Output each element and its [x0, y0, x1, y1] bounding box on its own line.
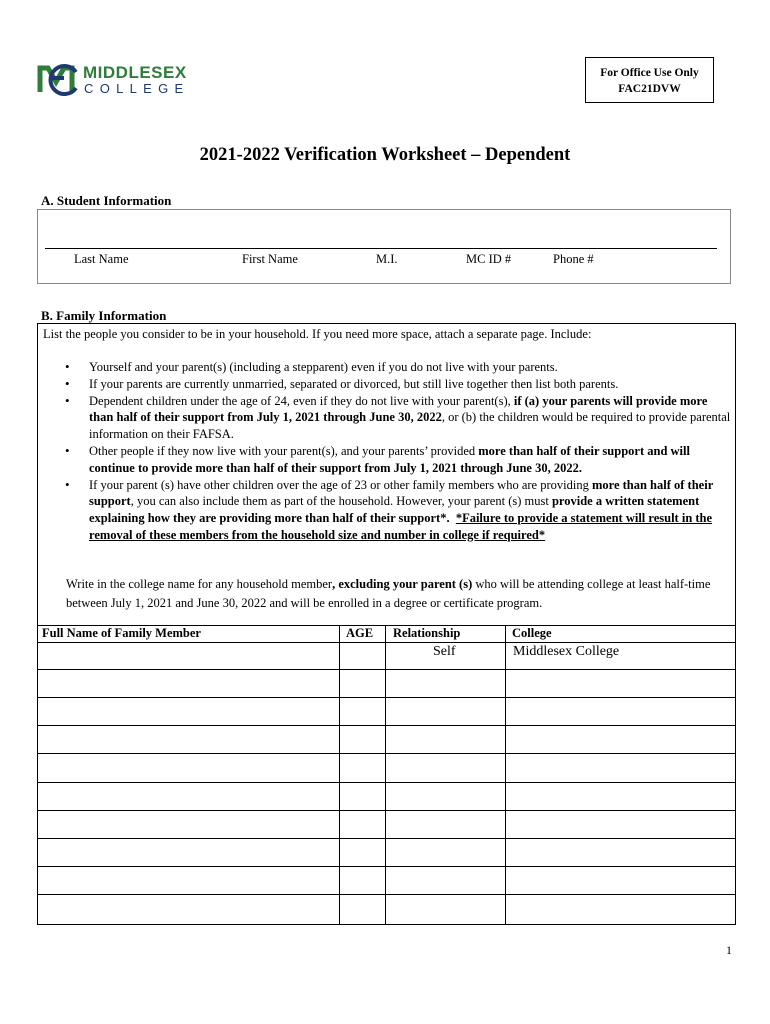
bullet-text: Other people if they now live with your parent(s), and your parents’ provided	[89, 443, 479, 458]
logo-mark-icon	[36, 62, 80, 96]
bullet-item	[65, 477, 731, 544]
header-college: College	[512, 626, 552, 640]
bullet-text: If your parents are currently unmarried, separated or divorced, but still live together then list both parents.	[89, 376, 619, 391]
logo-word-middlesex: MIDDLESEX	[83, 63, 187, 82]
bullet-text: Dependent children under the age of 24, even if they do not live with your parent(s),	[89, 393, 514, 408]
college-instruction-text	[66, 575, 726, 612]
table-column-rule	[505, 625, 506, 924]
family-intro-text: List the people you consider to be in your household. If you need more space, attach a separate page. Include:	[43, 327, 592, 341]
failure-warning-text: *Failure to provide a statement will result in the removal of these members from the household size and number in college if required*	[89, 511, 713, 542]
table-rule	[37, 782, 736, 783]
header-age: AGE	[346, 626, 374, 640]
table-rule	[37, 753, 736, 754]
section-a-heading: A. Student Information	[41, 193, 172, 208]
table-rule	[37, 725, 736, 726]
bullet-text: , you can also include them as part of the household. However, your parent (s) must	[130, 494, 552, 509]
office-use-code: FAC21DVW	[618, 83, 681, 95]
bullet-text-bold: if (a) your parents will provide more than half of their support from July 1, 2021 through June 30, 2022	[89, 393, 708, 425]
family-members-table	[37, 625, 736, 925]
last-name-label: Last Name	[74, 252, 129, 266]
bullet-text-bold: provide a written statement explaining how they are providing more than half of their support*.	[89, 494, 700, 526]
table-rule	[37, 642, 736, 643]
table-rule	[37, 810, 736, 811]
table-rule	[37, 669, 736, 670]
header-relationship: Relationship	[393, 626, 461, 640]
note-text-bold: , excluding your parent (s)	[332, 577, 473, 591]
header-full-name: Full Name of Family Member	[42, 626, 201, 640]
bullet-text-bold: more than half of their support and will continue to provide more than half of their support from July 1, 2021 through June 30, 2022.	[89, 443, 690, 475]
bullet-item	[65, 443, 731, 477]
college-logo	[36, 62, 216, 100]
student-info-entry-line	[45, 248, 717, 249]
student-info-box[interactable]	[37, 209, 731, 284]
page-title: 2021-2022 Verification Worksheet – Dependent	[199, 145, 571, 165]
table-column-rule	[339, 625, 340, 924]
table-rule	[37, 838, 736, 839]
table-column-rule	[385, 625, 386, 924]
section-b-heading: B. Family Information	[41, 308, 167, 323]
household-bullet-list	[65, 359, 731, 544]
bullet-item	[65, 376, 731, 393]
row1-college: Middlesex College	[513, 644, 620, 659]
row1-relationship: Self	[433, 644, 456, 659]
mc-id-label: MC ID #	[466, 252, 512, 266]
office-use-box	[585, 57, 714, 103]
office-use-label: For Office Use Only	[600, 67, 699, 79]
bullet-text: , or (b) the children would be required to provide parental information on their FAFSA.	[89, 410, 731, 442]
bullet-text: If your parent (s) have other children over the age of 23 or other family members who are providing	[89, 477, 592, 492]
bullet-item	[65, 359, 731, 376]
note-text: Write in the college name for any household member	[66, 577, 333, 591]
bullet-text-bold: more than half of their support	[89, 477, 714, 509]
first-name-label: First Name	[242, 252, 298, 266]
middle-initial-label: M.I.	[376, 252, 398, 266]
phone-label: Phone #	[553, 252, 594, 266]
logo-word-college: COLLEGE	[84, 81, 190, 96]
table-rule	[37, 697, 736, 698]
table-rule	[37, 866, 736, 867]
bullet-text: Yourself and your parent(s) (including a stepparent) even if you do not live with your parents.	[89, 360, 558, 374]
page-number: 1	[726, 943, 732, 957]
note-text: who will be attending college at least half-time between July 1, 2021 and June 30, 2022 and will be enrolled in a degree or certificate program.	[66, 577, 711, 610]
table-rule	[37, 894, 736, 895]
bullet-item	[65, 393, 731, 443]
